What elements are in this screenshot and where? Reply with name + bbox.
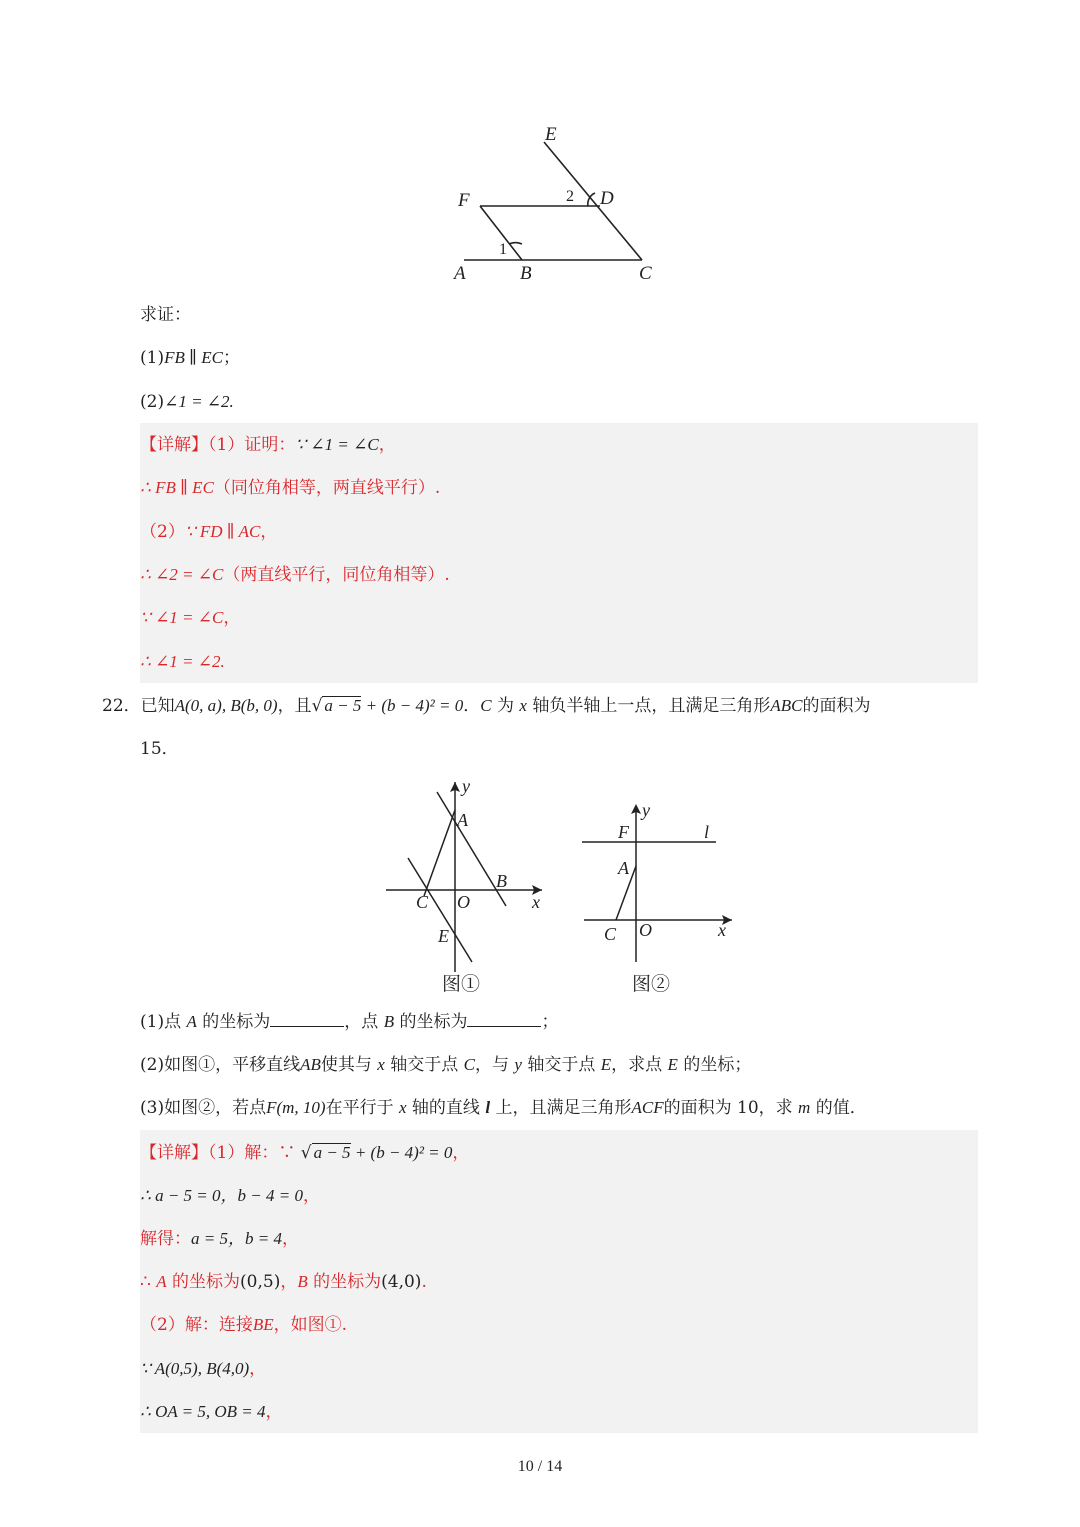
q21-solution-box	[140, 423, 978, 683]
angle-2-label: 2	[566, 188, 574, 205]
fig1-label-c: C	[416, 892, 429, 912]
angle-1-arc	[509, 243, 522, 244]
fig2-label-x: x	[718, 920, 726, 940]
prove-heading: 求证：	[140, 305, 191, 325]
q21-sol-line2: ∴ FB ∥ EC（同位角相等，两直线平行）.	[140, 478, 441, 498]
q21-sol-line1: 【详解】（1）证明：∵ ∠1 = ∠C，	[140, 435, 396, 455]
q21-part1: (1)FB ∥ EC；	[140, 348, 240, 368]
fig2-label-o: O	[639, 920, 652, 940]
q22-part1: (1)点 A 的坐标为 ，点 B 的坐标为 ；	[140, 1012, 559, 1032]
coordinate-figures	[384, 772, 734, 998]
fig1-label-e: E	[438, 926, 449, 946]
q22-sol-line1: 【详解】（1）解：∵ √ a − 5 + (b − 4)² = 0，	[140, 1143, 470, 1163]
line-ec	[544, 142, 642, 260]
q22-sol-line3: 解得：a = 5，b = 4，	[140, 1229, 299, 1249]
label-a: A	[454, 263, 466, 284]
q22-sol-line5: （2）解：连接BE，如图①.	[140, 1315, 348, 1335]
q21-sol-line4: ∴ ∠2 = ∠C（两直线平行，同位角相等）.	[140, 565, 450, 585]
page-number: 10 / 14	[517, 1458, 563, 1475]
label-c: C	[639, 263, 652, 284]
q22-sol-line7: ∴ OA = 5, OB = 4，	[140, 1402, 283, 1422]
q21-sol-line3: （2）∵ FD ∥ AC，	[140, 522, 278, 542]
q22-sol-line6: ∵ A(0,5), B(4,0)，	[140, 1359, 267, 1379]
label-e: E	[545, 124, 557, 145]
label-b: B	[520, 263, 532, 284]
answer-blank-a[interactable]	[270, 1010, 344, 1027]
fig2-label-y: y	[642, 800, 650, 820]
q21-sol-line6: ∴ ∠1 = ∠2.	[140, 652, 225, 671]
q22-sol-line4: ∴ A 的坐标为(0,5)，B 的坐标为(4,0).	[140, 1272, 427, 1292]
label-d: D	[600, 188, 614, 209]
fig1-label-x: x	[532, 892, 540, 912]
fig1-label-y: y	[462, 776, 470, 796]
parallel-lines-figure	[440, 118, 670, 288]
q22-part2: (2)如图①，平移直线AB使其与 x 轴交于点 C，与 y 轴交于点 E，求点 E 的坐标；	[140, 1055, 752, 1075]
fig2-label-l: l	[704, 822, 710, 842]
q22-part3: (3)如图②，若点F(m, 10)在平行于 x 轴的直线 l 上，且满足三角形ACF的面积为 10，求 m 的值．	[140, 1098, 867, 1118]
answer-blank-b[interactable]	[467, 1010, 541, 1027]
q22-stem-line1: 22．已知A(0, a), B(b, 0)，且√ a − 5 + (b − 4)² = 0．C 为 x 轴负半轴上一点，且满足三角形ABC的面积为	[102, 696, 871, 716]
fig1-label-a: A	[457, 810, 468, 830]
q22-stem-line2: 15．	[140, 739, 179, 759]
q21-part2: (2)∠1 = ∠2.	[140, 392, 234, 412]
fig2-label-a: A	[618, 858, 629, 878]
angle-1-label: 1	[499, 241, 507, 258]
fig1-caption: 图①	[442, 974, 481, 995]
fig2-label-c: C	[604, 924, 617, 944]
label-f: F	[458, 190, 470, 211]
fig1-label-o: O	[457, 892, 470, 912]
q22-sol-line2: ∴ a − 5 = 0，b − 4 = 0，	[140, 1186, 320, 1206]
fig2-label-f: F	[618, 822, 629, 842]
fig1-label-b: B	[496, 871, 507, 891]
fig2-caption: 图②	[632, 974, 671, 995]
q21-sol-line5: ∵ ∠1 = ∠C，	[140, 608, 241, 628]
